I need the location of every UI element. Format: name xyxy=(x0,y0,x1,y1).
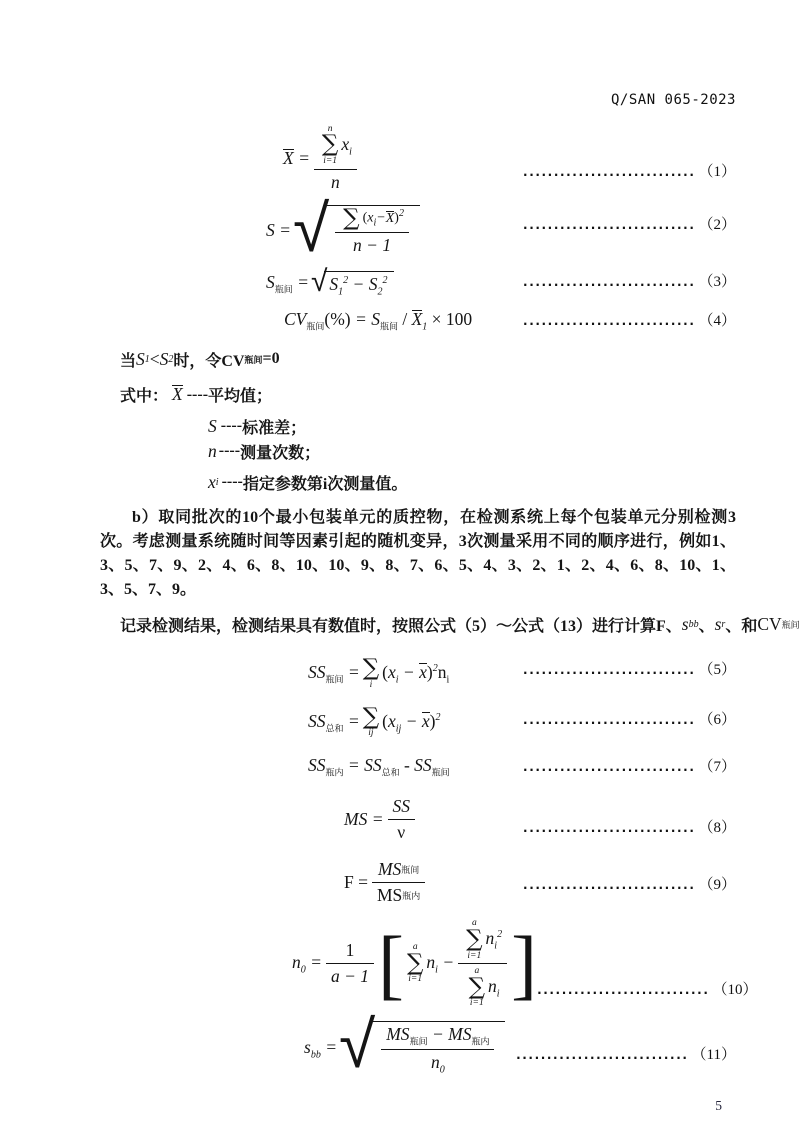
fraction-denominator xyxy=(458,963,507,1009)
nu-symbol: ν xyxy=(397,822,406,843)
minus-sign: - xyxy=(403,754,410,775)
ni-squared-term xyxy=(486,928,503,952)
sum-upper-limit: a xyxy=(471,918,477,929)
fraction-numerator xyxy=(388,796,416,819)
close-paren: ) xyxy=(394,211,399,227)
bottle-between-subscript: 瓶间 xyxy=(379,321,398,332)
definition-text: 指定参数第i次测量值。 xyxy=(242,475,408,493)
formula-11 xyxy=(304,1005,507,1083)
fraction xyxy=(314,124,357,193)
sigma-icon: ∑ xyxy=(466,925,483,952)
open-paren: ( xyxy=(382,662,388,683)
SS-symbol: SS xyxy=(308,662,326,683)
dot-leader-3 xyxy=(523,270,736,291)
exponent-2: 2 xyxy=(343,274,349,286)
n-symbol: n xyxy=(430,1052,440,1073)
dot-leader-5 xyxy=(523,658,736,679)
n-symbol: n xyxy=(426,951,436,972)
fraction-numerator xyxy=(381,1024,494,1050)
n-symbol: n xyxy=(485,927,495,948)
equation-number: （2） xyxy=(698,216,736,233)
where-line-xbar xyxy=(120,381,800,409)
total-subscript: 总和 xyxy=(325,723,344,734)
summation xyxy=(322,124,338,167)
sum-upper-limit: a xyxy=(412,942,418,953)
leader-dots: ............................ xyxy=(523,313,696,328)
s1sq-minus-s2sq xyxy=(329,274,387,298)
fraction xyxy=(372,859,425,906)
s-term xyxy=(208,416,217,437)
formula-10-lhs xyxy=(292,952,322,976)
equals-sign: = xyxy=(355,309,367,330)
where-label: 式中： xyxy=(120,388,169,406)
inner-fraction xyxy=(458,918,507,1008)
leader-dots: ............................ xyxy=(523,878,696,893)
exponent-2: 2 xyxy=(398,208,404,220)
minus-sign: − xyxy=(405,710,418,731)
open-paren: ( xyxy=(382,710,388,731)
ms-difference xyxy=(386,1024,489,1048)
minus-sign: − xyxy=(442,951,455,972)
dot-leader-4 xyxy=(523,309,736,330)
formula-9-lhs xyxy=(344,872,368,893)
CV-symbol: CV xyxy=(284,309,307,330)
summation xyxy=(343,204,360,231)
equals-sign: = xyxy=(347,662,360,683)
bottle-between-subscript: 瓶间 xyxy=(781,620,800,631)
S-symbol: S xyxy=(371,309,380,330)
leader-dots: ............................ xyxy=(537,982,710,997)
MS-symbol: MS xyxy=(386,1023,410,1044)
times-100: × 100 xyxy=(431,309,473,330)
n-symbol: n xyxy=(331,171,340,192)
exponent-2: 2 xyxy=(497,929,503,941)
equation-2 xyxy=(0,189,800,267)
definition-text: 平均值； xyxy=(208,388,273,406)
exponent-2: 2 xyxy=(432,663,438,675)
dot-leader-6 xyxy=(523,708,736,729)
formula-5-lhs xyxy=(308,662,360,686)
summation xyxy=(362,654,380,690)
dot-leader-1 xyxy=(523,160,736,181)
formula-4 xyxy=(284,309,472,333)
subscript-1: 1 xyxy=(338,286,344,298)
n-symbol: n xyxy=(488,975,497,996)
formula-7 xyxy=(308,755,450,779)
sigma-icon: ∑ xyxy=(468,973,486,1000)
leader-dots: ............................ xyxy=(523,217,696,232)
xbar-symbol: x xyxy=(419,662,427,683)
where-line-n xyxy=(208,440,800,463)
bottle-between-subscript: 瓶间 xyxy=(325,674,344,685)
equals-sign: = xyxy=(310,951,322,972)
page-number: 5 xyxy=(715,1098,722,1113)
s-symbol: s xyxy=(681,614,689,635)
MS-symbol: MS xyxy=(448,1023,472,1044)
fraction xyxy=(388,796,416,843)
fraction xyxy=(326,940,374,987)
divide-slash: / xyxy=(402,309,408,330)
fraction-denominator xyxy=(381,1049,494,1076)
subscript-0: 0 xyxy=(300,964,306,976)
MS-symbol: MS xyxy=(344,809,368,830)
sum-lower-limit: ij xyxy=(368,728,374,739)
bottle-between-subscript: 瓶间 xyxy=(401,865,420,876)
equation-number: （9） xyxy=(698,877,736,894)
x-subscript: ij xyxy=(395,723,402,735)
bottle-within-subscript: 瓶内 xyxy=(402,891,421,902)
dash-separator: ---- xyxy=(220,417,243,435)
xi-term xyxy=(341,134,352,158)
sigma-icon: ∑ xyxy=(362,654,380,681)
subscript-1: 1 xyxy=(144,353,150,365)
numeral-1: 1 xyxy=(345,940,355,961)
sigma-icon: ∑ xyxy=(406,949,424,976)
x-subscript: i xyxy=(395,674,399,686)
leader-dots: ............................ xyxy=(523,760,696,775)
formula-5 xyxy=(308,654,450,690)
radicand xyxy=(372,1021,505,1076)
dot-leader-9 xyxy=(523,873,736,894)
formula-2 xyxy=(266,189,422,267)
bb-subscript: bb xyxy=(688,619,699,631)
equals-sign: = xyxy=(297,272,309,293)
total-subscript: 总和 xyxy=(381,767,400,778)
formula-6-lhs xyxy=(308,711,360,735)
formula-1-lhs xyxy=(283,148,310,169)
minus-sign: − xyxy=(431,1023,444,1044)
n-minus-1: n − 1 xyxy=(353,234,392,255)
equation-number: （6） xyxy=(698,711,736,728)
radicand xyxy=(324,271,394,298)
sigma-icon: ∑ xyxy=(321,131,339,158)
formula-1 xyxy=(283,124,361,193)
i-subscript: i xyxy=(494,940,498,952)
s-symbol: s xyxy=(304,1036,311,1057)
leader-dots: ............................ xyxy=(523,712,696,727)
summation xyxy=(469,966,485,1009)
formula-10: $n_0$ = $\frac{1}{a - 1}$ [ a ∑ i=1 $n_i$ − a ∑ i=1 $n_i^2$ a ∑ i=1 $n_i$ ] xyxy=(292,918,538,1009)
CV-symbol: CV xyxy=(757,614,782,635)
xbar-symbol: x xyxy=(421,710,430,731)
sum-upper-limit: n xyxy=(327,124,333,134)
equals-sign: = xyxy=(325,1036,337,1057)
subscript-1: 1 xyxy=(422,321,428,333)
equals-sign: = xyxy=(347,754,360,775)
bottle-between-subscript: 瓶间 xyxy=(244,354,263,365)
radicand xyxy=(326,205,420,256)
minus-sign: − xyxy=(352,273,365,294)
n0-symbol: n xyxy=(292,951,301,972)
exponent-2: 2 xyxy=(435,712,441,724)
SS-symbol: SS xyxy=(308,710,326,731)
leader-dots: ............................ xyxy=(523,821,696,836)
x-subscript: i xyxy=(373,217,377,229)
ni-term xyxy=(488,976,500,1000)
subscript-0: 0 xyxy=(439,1064,445,1076)
note-text: =0 xyxy=(262,350,280,368)
doc-code-header: Q/SAN 065-2023 xyxy=(610,92,736,108)
square-root xyxy=(339,1005,505,1083)
sum-lower-limit: i=1 xyxy=(408,974,423,985)
sum-lower-limit: i=1 xyxy=(469,998,484,1009)
formula-9 xyxy=(344,859,429,906)
MS-symbol: MS xyxy=(377,859,402,880)
sr-term xyxy=(715,614,726,635)
sigma-icon: ∑ xyxy=(343,204,360,231)
xbar-symbol: X xyxy=(411,309,423,330)
leader-dots: ............................ xyxy=(516,1047,689,1062)
exponent-2: 2 xyxy=(382,274,388,286)
equals-sign: = xyxy=(371,809,384,830)
deviation-term xyxy=(382,662,449,686)
equals-sign: = xyxy=(298,147,310,168)
bottle-between-subscript: 瓶间 xyxy=(409,1036,428,1047)
SS-symbol: SS xyxy=(364,754,382,775)
S1-symbol: S xyxy=(136,348,145,369)
where-line-s xyxy=(208,415,800,438)
definition-text: 标准差； xyxy=(242,419,307,437)
radical-icon: √ xyxy=(339,1005,376,1083)
open-paren: ( xyxy=(362,211,368,227)
where-line-xi xyxy=(208,471,800,494)
equation-number: （1） xyxy=(698,163,736,180)
dot-leader-11 xyxy=(516,1043,736,1064)
x-symbol: x xyxy=(367,211,374,227)
equation-number: （7） xyxy=(698,759,736,776)
fraction-denominator xyxy=(372,882,425,906)
n-symbol: n xyxy=(437,662,447,683)
leader-dots: ............................ xyxy=(523,274,696,289)
less-than-sign: < xyxy=(149,348,160,369)
square-root xyxy=(292,189,420,267)
equation-1 xyxy=(0,124,800,193)
sum-lower-limit: i=1 xyxy=(323,156,337,167)
equation-7 xyxy=(0,755,800,779)
MS-symbol: MS xyxy=(376,885,403,906)
SS-symbol: SS xyxy=(414,754,432,775)
x-symbol: x xyxy=(387,710,396,731)
S-symbol: S xyxy=(266,219,275,240)
x-symbol: x xyxy=(387,662,396,683)
dash-separator: ---- xyxy=(186,385,209,403)
i-subscript: i xyxy=(435,964,438,976)
S-symbol: S xyxy=(208,415,217,436)
percent-label: (%) xyxy=(324,309,351,330)
bottle-within-subscript: 瓶内 xyxy=(471,1036,490,1047)
fraction-denominator xyxy=(388,819,416,843)
equals-sign: = xyxy=(279,219,291,240)
fraction-numerator xyxy=(341,940,360,963)
equation-number: （5） xyxy=(698,661,736,678)
dash-separator: ---- xyxy=(221,473,243,491)
xbar-symbol: X xyxy=(283,147,294,168)
equation-number: （11） xyxy=(691,1046,736,1063)
equation-3 xyxy=(0,263,800,299)
ss-identity xyxy=(308,755,450,779)
square-root xyxy=(310,263,395,299)
dot-leader-7 xyxy=(523,755,736,776)
sum-lower-limit: i xyxy=(369,679,373,690)
equation-11 xyxy=(0,1005,800,1083)
dot-leader-10 xyxy=(537,978,757,999)
n-term xyxy=(208,441,217,462)
condition-note xyxy=(120,348,800,371)
separator: 、和 xyxy=(725,618,758,636)
summation xyxy=(407,942,423,985)
F-symbol: F xyxy=(344,872,354,893)
formula-8-lhs xyxy=(344,809,384,830)
equation-number: （10） xyxy=(712,981,758,998)
separator: 、 xyxy=(698,618,715,636)
x-symbol: x xyxy=(341,133,350,154)
formula-6 xyxy=(308,703,441,739)
x-subscript: i xyxy=(349,146,352,158)
formula-2-lhs xyxy=(266,220,291,241)
sbb-term xyxy=(682,614,699,635)
xbar-symbol: X xyxy=(385,211,395,227)
cv-term xyxy=(757,614,799,635)
equation-number: （4） xyxy=(698,312,736,329)
s1-lt-s2 xyxy=(136,349,173,370)
n-subscript: i xyxy=(446,674,450,686)
S2-symbol: S xyxy=(368,273,378,294)
summation xyxy=(466,918,482,961)
x-symbol: x xyxy=(208,471,216,492)
s-symbol: s xyxy=(714,614,722,635)
paragraph-record xyxy=(120,610,800,640)
equals-sign: = xyxy=(347,710,360,731)
subscript-2: 2 xyxy=(168,353,174,365)
fraction xyxy=(335,204,409,256)
radical-icon: √ xyxy=(310,263,328,299)
equals-sign: = xyxy=(358,872,368,893)
fraction-numerator xyxy=(458,918,507,963)
SS-symbol: SS xyxy=(392,796,411,817)
S-symbol: S xyxy=(266,272,275,293)
close-paren: ) xyxy=(426,662,433,683)
dash-separator: ---- xyxy=(218,442,241,460)
note-text: 时，令CV xyxy=(173,352,245,370)
S2-symbol: S xyxy=(159,348,169,369)
S1-symbol: S xyxy=(329,273,339,294)
equation-6 xyxy=(0,703,800,739)
bottle-between-subscript: 瓶间 xyxy=(306,321,325,332)
fraction-denominator xyxy=(326,963,374,987)
equation-8 xyxy=(0,796,800,843)
n-symbol: n xyxy=(208,440,217,461)
sum-lower-limit: i=1 xyxy=(467,950,482,961)
n0-term xyxy=(431,1052,445,1076)
formula-11-lhs xyxy=(304,1037,337,1061)
definition-text: 测量次数； xyxy=(240,444,321,462)
xbar-symbol: X xyxy=(172,384,183,405)
radical-icon: √ xyxy=(292,189,330,267)
fraction xyxy=(381,1024,494,1076)
bottle-between-subscript: 瓶间 xyxy=(431,767,450,778)
formula-3-lhs xyxy=(266,272,309,296)
bottle-between-subscript: 瓶间 xyxy=(274,284,293,295)
equation-number: （8） xyxy=(698,820,736,837)
squared-deviation xyxy=(363,208,404,228)
bb-subscript: bb xyxy=(310,1049,321,1061)
ni-term xyxy=(426,952,454,976)
deviation-term xyxy=(382,711,440,735)
leader-dots: ............................ xyxy=(523,164,696,179)
close-paren: ) xyxy=(429,710,436,731)
r-subscript: r xyxy=(721,619,726,631)
fraction-numerator xyxy=(314,124,357,169)
fraction-numerator xyxy=(373,859,424,882)
subscript-2: 2 xyxy=(377,286,383,298)
record-text: 记录检测结果，检测结果具有数值时，按照公式（5）～公式（13）进行计算F、 xyxy=(120,618,682,636)
dot-leader-8 xyxy=(523,816,736,837)
dot-leader-2 xyxy=(523,213,736,234)
fraction-numerator xyxy=(335,204,409,232)
paragraph-b: b）取同批次的10个最小包装单元的质控物，在检测系统上每个包装单元分别检测3次。考虑测量系统随时间等因素引起的随机变异，3次测量采用不同的顺序进行，例如1、3、5、7、9、2、4、6、8、10、10、9、8、7、6、5、4、3、2、1、2、4、6、8、10、1、3、5、7、9。 xyxy=(100,508,736,598)
equation-4 xyxy=(0,309,800,334)
formula-3 xyxy=(266,263,396,299)
formula-8 xyxy=(344,796,419,843)
x-subscript: i xyxy=(215,476,219,488)
equation-number: （3） xyxy=(698,273,736,290)
bottle-within-subscript: 瓶内 xyxy=(325,767,344,778)
SS-symbol: SS xyxy=(308,754,326,775)
leader-dots: ............................ xyxy=(523,662,696,677)
i-subscript: i xyxy=(496,988,500,1000)
sum-upper-limit: a xyxy=(474,966,480,977)
minus-sign: − xyxy=(402,662,415,683)
summation xyxy=(362,703,380,739)
note-text: 当 xyxy=(120,352,137,370)
equation-5 xyxy=(0,654,800,691)
minus-sign: − xyxy=(376,211,386,227)
xbar-term xyxy=(172,385,183,404)
equation-10 xyxy=(0,918,800,1008)
xi-term xyxy=(208,472,219,493)
sigma-icon: ∑ xyxy=(362,703,380,730)
a-minus-1: a − 1 xyxy=(330,966,369,987)
fraction-denominator xyxy=(335,232,409,256)
cv-formula xyxy=(284,309,472,333)
equation-9 xyxy=(0,859,800,906)
